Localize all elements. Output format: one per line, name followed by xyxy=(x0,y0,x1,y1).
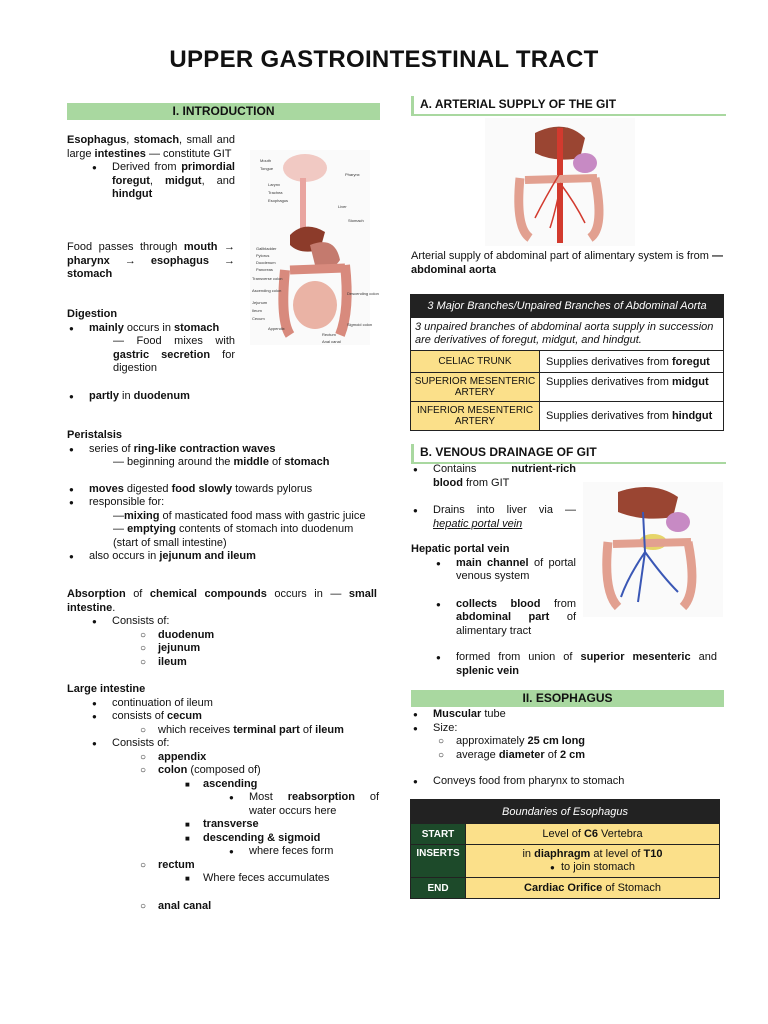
table-row: START Level of C6 Vertebra xyxy=(411,824,720,845)
list-item: ■ ascending xyxy=(203,778,387,792)
fig-label: Anal canal xyxy=(322,339,341,344)
fig-label: Appendix xyxy=(268,326,285,331)
table-row: INSERTS in diaphragm at level of T10 ● to join stomach xyxy=(411,845,720,878)
fig-label: Ascending colon xyxy=(252,288,282,293)
section-header-introduction: I. INTRODUCTION xyxy=(67,103,380,120)
food-path-paragraph: Food passes through mouth → pharynx → esophagus → stomach xyxy=(67,241,235,280)
list-item: ● formed from union of superior mesenteric and splenic vein xyxy=(456,651,717,678)
section-header-venous: B. VENOUS DRAINAGE OF GIT xyxy=(411,444,726,464)
fig-label: Pancreas xyxy=(256,267,273,272)
list-item: ○ duodenum xyxy=(158,629,377,643)
gi-tract-figure xyxy=(250,150,379,345)
fig-label: Cecum xyxy=(252,316,265,321)
list-item: ● where feces form xyxy=(249,845,387,859)
list-item: ● Consists of: xyxy=(112,615,377,629)
intro-paragraph: Esophagus, stomach, small and large intestines — constitute GIT ● Derived from primordial foregut, midgut, and hindgut xyxy=(67,134,235,202)
list-item: ● Most reabsorption of water occurs here xyxy=(249,791,379,818)
fig-label: Rectum xyxy=(322,332,336,337)
list-item: —mixing of masticated food mass with gastric juice xyxy=(113,509,366,522)
list-item: ■ Where feces accumulates xyxy=(203,872,387,886)
list-item: ○ appendix xyxy=(158,751,387,765)
arterial-figure xyxy=(485,118,635,246)
fig-label: Tongue xyxy=(260,166,274,171)
esophagus-list xyxy=(411,708,723,789)
fig-label: Mouth xyxy=(260,158,272,163)
fig-label: Pharynx xyxy=(345,172,360,177)
hepatic-portal-formed xyxy=(411,651,717,678)
list-item: ■ descending & sigmoid xyxy=(203,832,387,846)
table-title: 3 Major Branches/Unpaired Branches of Abdominal Aorta xyxy=(411,295,724,318)
table-title: Boundaries of Esophagus xyxy=(411,800,720,824)
fig-label: Jejunum xyxy=(252,300,268,305)
list-item: ● mainly occurs in stomach xyxy=(89,322,235,336)
page-title: UPPER GASTROINTESTINAL TRACT xyxy=(169,46,599,73)
fig-label: Liver xyxy=(338,204,347,209)
list-item: ○ jejunum xyxy=(158,642,377,656)
table-row: SUPERIOR MESENTERIC ARTERY Supplies derivatives from midgut xyxy=(411,373,724,402)
table-row: END Cardiac Orifice of Stomach xyxy=(411,878,720,899)
large-intestine-section: Large intestine ● continuation of ileum ● consists of cecum ○ which receives terminal part of ileum ● Consists of: ○ appendix ○ colon (composed of) ■ ascending ● Most reabsorption of water occurs here ■ transverse ■ descending & sigmoid ● where feces form ○ rectum ■ Where feces accumulates ○ anal canal xyxy=(67,683,387,913)
list-item: ● Size: xyxy=(433,722,723,736)
table-row: INFERIOR MESENTERIC ARTERY Supplies derivatives from hindgut xyxy=(411,402,724,431)
list-item: ○ colon (composed of) xyxy=(158,764,387,778)
section-header-esophagus: II. ESOPHAGUS xyxy=(411,690,724,707)
list-item: ○ rectum xyxy=(158,859,387,873)
hepatic-portal-section: Hepatic portal vein ● main channel of portal venous system ● collects blood from abdominal part of alimentary tract xyxy=(411,543,576,638)
list-item: ● responsible for: xyxy=(89,496,387,510)
venous-figure xyxy=(583,482,723,617)
esophagus-boundaries-table xyxy=(410,799,720,899)
list-item: ● partly in duodenum xyxy=(89,390,235,404)
fig-label: Esophagus xyxy=(268,198,289,203)
list-item: ● Conveys food from pharynx to stomach xyxy=(433,775,723,789)
absorption-section: Absorption of chemical compounds occurs in — small intestine. ● Consists of: ○ duodenum ○ jejunum ○ ileum xyxy=(67,588,377,669)
list-item: — emptying contents of stomach into duodenum (start of small intestine) xyxy=(113,523,354,549)
list-item: ■ transverse xyxy=(203,818,387,832)
list-item: ● collects blood from abdominal part of alimentary tract xyxy=(456,598,576,639)
list-item: ● Derived from primordial foregut, midgut, and hindgut xyxy=(112,161,235,202)
list-item: ○ approximately 25 cm long xyxy=(456,735,723,749)
list-item: ○ which receives terminal part of ileum xyxy=(158,724,387,738)
fig-label: Pylorus xyxy=(256,253,270,258)
fig-label: Ileum xyxy=(252,308,262,313)
list-item: ● Consists of: xyxy=(112,737,387,751)
arterial-branches-table xyxy=(410,294,724,431)
table-note: 3 unpaired branches of abdominal aorta supply in succession are derivatives of foregut, midgut, and hindgut. xyxy=(411,318,724,351)
list-item: ● also occurs in jejunum and ileum xyxy=(89,550,387,564)
list-item: ○ ileum xyxy=(158,656,377,670)
fig-label: Stomach xyxy=(348,218,364,223)
list-item: — Food mixes with gastric secretion for digestion xyxy=(113,335,235,374)
list-item: ● consists of cecum xyxy=(112,710,387,724)
list-item: — beginning around the middle of stomach xyxy=(113,456,330,468)
fig-label: Larynx xyxy=(268,182,281,187)
list-item: ○ average diameter of 2 cm xyxy=(456,749,723,763)
peristalsis-section: Peristalsis ● series of ring-like contraction waves — beginning around the middle of stomach ● moves digested food slowly towards pylorus ● responsible for: —mixing of masticated food mass with gastric juice — emptying contents of stomach into duodenum (start of small intestine) ● also occurs in jejunum and ileum xyxy=(67,429,387,564)
venous-list xyxy=(411,463,576,531)
list-item: ● Muscular tube xyxy=(433,708,723,722)
list-item: ● moves digested food slowly towards pylorus xyxy=(89,483,387,497)
fig-label: Trachea xyxy=(268,190,283,195)
list-item: ● series of ring-like contraction waves xyxy=(89,443,387,457)
list-item: ● main channel of portal venous system xyxy=(456,557,576,584)
fig-label: Sigmoid colon xyxy=(347,322,373,327)
list-item: ● continuation of ileum xyxy=(112,697,387,711)
section-header-arterial: A. ARTERIAL SUPPLY OF THE GIT xyxy=(411,96,726,116)
fig-label: Duodenum xyxy=(256,260,276,265)
list-item: ○ anal canal xyxy=(158,900,387,914)
list-item: ● Contains nutrient-rich blood from GIT xyxy=(433,463,576,490)
table-row: CELIAC TRUNK Supplies derivatives from foregut xyxy=(411,351,724,373)
fig-label: Transverse colon xyxy=(252,276,283,281)
list-item: ● Drains into liver via — hepatic portal vein xyxy=(433,504,576,531)
digestion-section: Digestion ● mainly occurs in stomach — Food mixes with gastric secretion for digestion ● partly in duodenum xyxy=(67,308,235,403)
arterial-text: Arterial supply of abdominal part of alimentary system is from — abdominal aorta xyxy=(411,250,723,276)
fig-label: Gallbladder xyxy=(256,246,277,251)
fig-label: Descending colon xyxy=(347,291,379,296)
